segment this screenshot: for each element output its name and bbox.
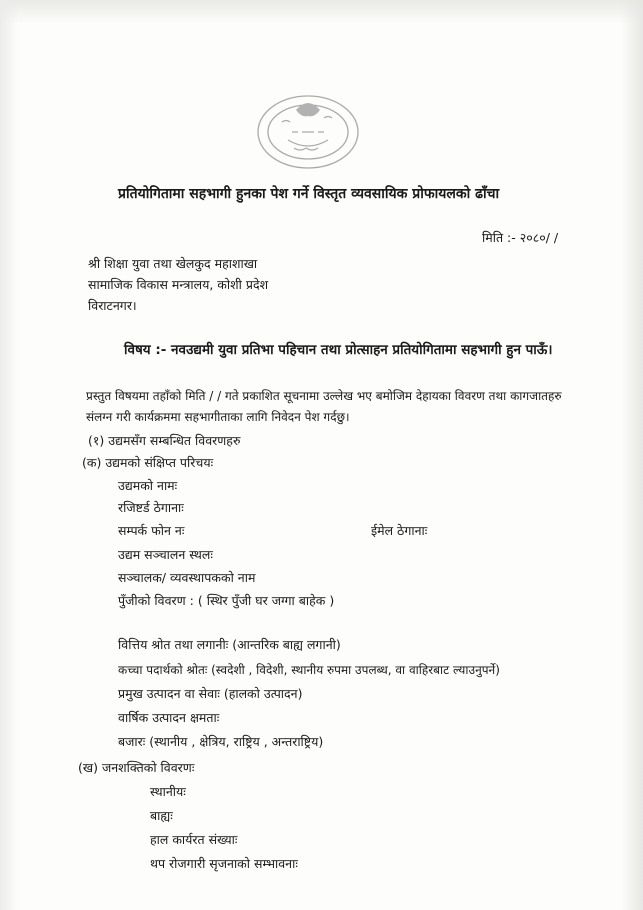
document-title: प्रतियोगितामा सहभागी हुनका पेश गर्ने विस्तृत व्यवसायिक प्रोफायलको ढाँचा xyxy=(118,186,500,202)
raw-material-source-field: कच्चा पदार्थको श्रोतः (स्वदेशी , विदेशी, स्थानीय रुपमा उपलब्ध, वा वाहिरबाट ल्याउनुपर्ने) xyxy=(118,663,500,677)
capital-details-field: पुँजीको विवरण : ( स्थिर पुँजी घर जग्गा बाहेक ) xyxy=(118,593,335,608)
financial-source-field: वित्तिय श्रोत तथा लगानीः (आन्तरिक बाह्य लगानी) xyxy=(118,637,341,652)
recipient-line-3: विराटनगर। xyxy=(88,298,137,313)
section-ka-heading: (क) उद्यमको संक्षिप्त परिचयः xyxy=(82,455,214,470)
additional-employment-field: थप रोजगारी सृजनाको सम्भावनाः xyxy=(150,856,298,871)
operation-place-field: उद्यम सञ्चालन स्थलः xyxy=(118,547,213,562)
contact-phone-field: सम्पर्क फोन नः xyxy=(118,523,185,538)
market-field: बजारः (स्थानीय , क्षेत्रिय, राष्ट्रिय , अन्तराष्ट्रिय) xyxy=(118,734,324,749)
section-kha-heading: (ख) जनशक्तिको विवरणः xyxy=(78,760,195,775)
current-workers-field: हाल कार्यरत संख्याः xyxy=(150,832,238,847)
email-address-field: ईमेल ठेगानाः xyxy=(371,523,428,538)
subject-line: विषय :- नवउद्यमी युवा प्रतिभा पहिचान तथा प्रोत्साहन प्रतियोगितामा सहभागी हुन पाऊँ। xyxy=(124,342,553,358)
scan-shadow-left xyxy=(0,0,18,910)
operator-name-field: सञ्चालक/ व्यवस्थापकको नाम xyxy=(118,570,256,585)
body-paragraph-line-2: संलग्न गरी कार्यक्रममा सहभागीताका लागि निवेदन पेश गर्दछु। xyxy=(86,410,350,424)
business-name-field: उद्यमको नामः xyxy=(118,478,178,493)
scan-shadow-right xyxy=(621,0,643,910)
body-paragraph-line-1: प्रस्तुत विषयमा तहाँको मिति / / गते प्रकाशित सूचनामा उल्लेख भए बमोजिम देहायका विवरण तथा कागजातहरु xyxy=(86,389,562,403)
recipient-line-2: सामाजिक विकास मन्त्रालय, कोशी प्रदेश xyxy=(88,277,269,292)
external-workforce-field: बाह्यः xyxy=(150,808,173,823)
recipient-line-1: श्री शिक्षा युवा तथा खेलकुद महाशाखा xyxy=(88,256,258,271)
main-products-field: प्रमुख उत्पादन वा सेवाः (हालको उत्पादन) xyxy=(118,686,303,701)
section-1-heading: (१) उद्यमसँग सम्बन्धित विवरणहरु xyxy=(88,433,241,448)
annual-capacity-field: वार्षिक उत्पादन क्षमताः xyxy=(118,710,220,725)
scan-shadow-top xyxy=(0,0,643,24)
local-workforce-field: स्थानीयः xyxy=(150,784,186,799)
registered-address-field: रजिष्टर्ड ठेगानाः xyxy=(118,500,184,515)
date-field: मिति :- २०८०/ / xyxy=(482,230,559,245)
office-seal-stamp xyxy=(252,88,364,172)
